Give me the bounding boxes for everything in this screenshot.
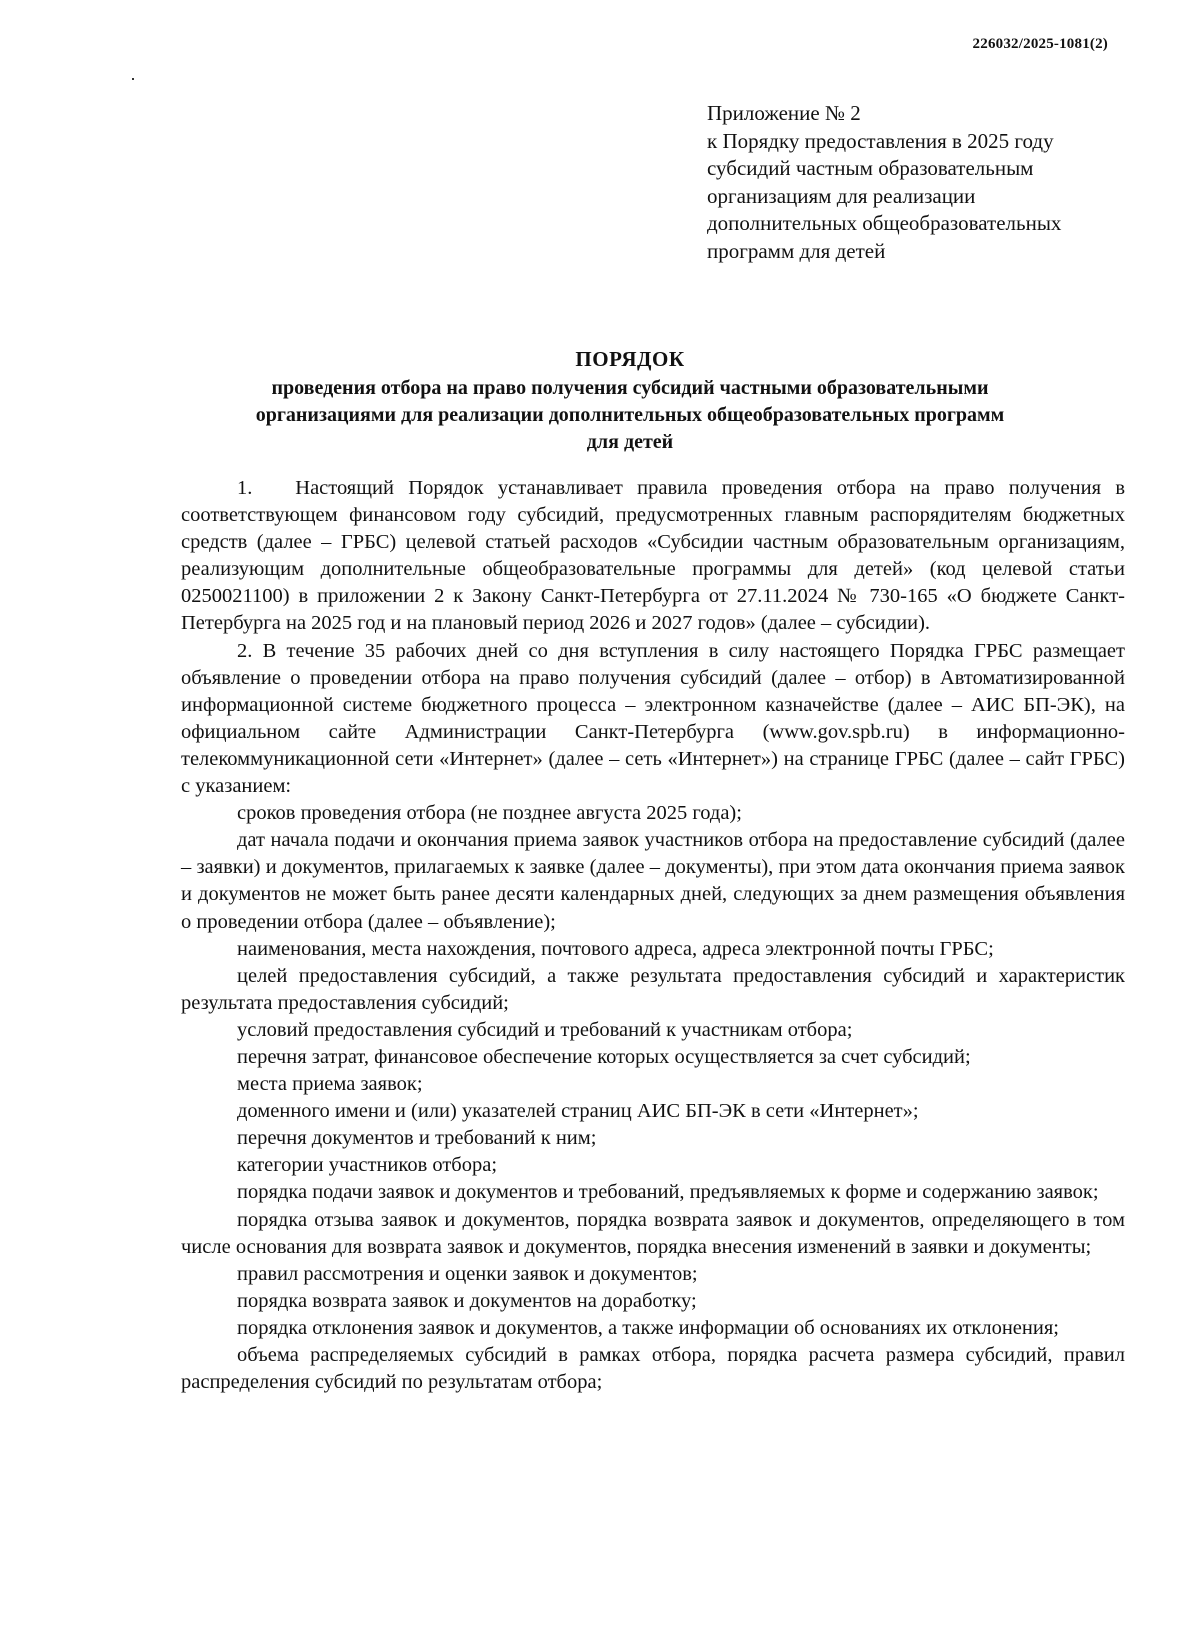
- paragraph-1: 1. Настоящий Порядок устанавливает правила проведения отбора на право получения в соответствующем финансовом году субсидий, предусмотренных главным распорядителям бюджетных средств (далее – ГРБС) целевой статьей расходов «Субсидии частным образовательным организациям, реализующим дополнительные общеобразовательные программы для детей» (код целевой статьи 0250021100) в приложении 2 к Закону Санкт-Петербурга от 27.11.2024 № 730-165 «О бюджете Санкт-Петербурга на 2025 год и на плановый период 2026 и 2027 годов» (далее – субсидии).: [181, 477, 1125, 635]
- paragraph-2: 2. В течение 35 рабочих дней со дня вступления в силу настоящего Порядка ГРБС размещает объявление о проведении отбора на право получения субсидий (далее – отбор) в Автоматизированной информационной системе бюджетного процесса – электронном казначействе (далее – АИС БП-ЭК), на официальном сайте Администрации Санкт-Петербурга (www.gov.spb.ru) в информационно-телекоммуникационной сети «Интернет» (далее – сеть «Интернет») на странице ГРБС (далее – сайт ГРБС) с указанием:: [181, 639, 1125, 798]
- list-item: порядка отзыва заявок и документов, порядка возврата заявок и документов, определяющего в том числе основания для возврата заявок и документов, порядка внесения изменений в заявки и документы;: [181, 1208, 1125, 1258]
- list-item: наименования, места нахождения, почтового адреса, адреса электронной почты ГРБС;: [237, 937, 994, 960]
- list-item: правил рассмотрения и оценки заявок и документов;: [237, 1262, 698, 1285]
- list-item: доменного имени и (или) указателей страниц АИС БП-ЭК в сети «Интернет»;: [237, 1100, 919, 1123]
- appendix-line: субсидий частным образовательным: [707, 156, 1034, 180]
- scan-speck: [132, 78, 134, 80]
- subtitle-line: для детей: [586, 431, 674, 453]
- list-item: сроков проведения отбора (не позднее августа 2025 года);: [237, 802, 742, 825]
- list-item: порядка подачи заявок и документов и требований, предъявляемых к форме и содержанию заявок;: [237, 1181, 1099, 1204]
- appendix-line: программ для детей: [707, 238, 886, 263]
- list-item: условий предоставления субсидий и требований к участникам отбора;: [237, 1018, 853, 1041]
- title-subtitle: [140, 375, 1120, 456]
- appendix-line: Приложение № 2: [707, 101, 861, 125]
- document-title: [140, 345, 1120, 456]
- list-item: перечня затрат, финансовое обеспечение которых осуществляется за счет субсидий;: [237, 1045, 971, 1068]
- appendix-line: к Порядку предоставления в 2025 году: [707, 128, 1054, 153]
- appendix-reference: [707, 100, 1147, 265]
- list-item: места приема заявок;: [237, 1073, 423, 1096]
- appendix-line: организациям для реализации: [707, 183, 976, 208]
- list-item: целей предоставления субсидий, а также результата предоставления субсидий и характеристик результата предоставления субсидий;: [181, 964, 1125, 1014]
- list-item: дат начала подачи и окончания приема заявок участников отбора на предоставление субсидий (далее – заявки) и документов, прилагаемых к заявке (далее – документы), при этом дата окончания приема заявок и документов не может быть ранее десяти календарных дней, следующих за днем размещения объявления о проведении отбора (далее – объявление);: [181, 829, 1125, 933]
- subtitle-line: проведения отбора на право получения субсидий частными образовательными: [271, 377, 989, 399]
- list-item: порядка возврата заявок и документов на доработку;: [237, 1289, 697, 1312]
- document-body: [181, 475, 1125, 1396]
- appendix-line: дополнительных общеобразовательных: [707, 211, 1062, 235]
- title-main: ПОРЯДОК: [575, 347, 685, 371]
- list-item: порядка отклонения заявок и документов, а также информации об основаниях их отклонения;: [237, 1316, 1059, 1339]
- list-item: перечня документов и требований к ним;: [237, 1127, 597, 1150]
- list-item: категории участников отбора;: [237, 1154, 498, 1177]
- list-item: объема распределяемых субсидий в рамках отбора, порядка расчета размера субсидий, правил распределения субсидий по результатам отбора;: [181, 1344, 1125, 1394]
- document-number: 226032/2025-1081(2): [972, 36, 1108, 52]
- subtitle-line: организациями для реализации дополнительных общеобразовательных программ: [255, 404, 1005, 426]
